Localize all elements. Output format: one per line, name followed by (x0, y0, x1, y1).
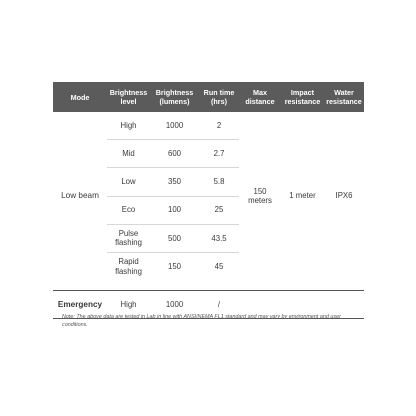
lumens-cell: 500 (150, 224, 199, 252)
runtime-cell: / (199, 291, 239, 319)
header-max-distance: Max distance (239, 82, 281, 112)
brightness-level-cell: High (107, 112, 150, 140)
brightness-level-cell: Mid (107, 140, 150, 168)
max-distance-cell: 150 meters (248, 186, 272, 206)
lumens-cell: 1000 (150, 291, 199, 319)
table-row (53, 112, 364, 140)
spec-table (53, 82, 364, 319)
header-run-time: Run time (hrs) (199, 82, 239, 112)
lumens-cell: 600 (150, 140, 199, 168)
runtime-cell: 5.8 (199, 168, 239, 196)
header-row (53, 82, 364, 112)
table-spacer (53, 280, 364, 291)
header-brightness-level: Brightness level (107, 82, 150, 112)
mode-low-beam: Low beam (61, 191, 99, 201)
lumens-cell: 150 (167, 261, 181, 271)
impact-resistance-cell: 1 meter (289, 191, 316, 201)
lumens-cell: 100 (150, 196, 199, 224)
water-resistance-cell: IPX6 (335, 191, 353, 201)
lumens-cell: 350 (150, 168, 199, 196)
lumens-cell: 1000 (150, 112, 199, 140)
runtime-cell: 25 (199, 196, 239, 224)
runtime-cell: 43.5 (199, 224, 239, 252)
brightness-level-cell: High (107, 291, 150, 319)
header-brightness-lumens: Brightness (lumens) (150, 82, 199, 112)
runtime-cell: 2.7 (199, 140, 239, 168)
spec-sheet (53, 82, 364, 319)
spacer-cell (53, 280, 364, 291)
brightness-level-cell: Pulse flashing (107, 224, 150, 252)
runtime-cell: 45 (214, 261, 224, 271)
footnote: Note: The above data are tested in Lab in line with ANSI/NEMA FL1 standard and may vary by environment and user conditions. (62, 314, 341, 328)
header-mode: Mode (53, 82, 107, 112)
brightness-level-cell: Rapid flashing (115, 257, 142, 276)
runtime-cell: 2 (199, 112, 239, 140)
brightness-level-cell: Low (107, 168, 150, 196)
header-impact-resistance: Impact resistance (281, 82, 324, 112)
header-water-resistance: Water resistance (324, 82, 364, 112)
brightness-level-cell: Eco (107, 196, 150, 224)
mode-emergency: Emergency (53, 291, 107, 319)
